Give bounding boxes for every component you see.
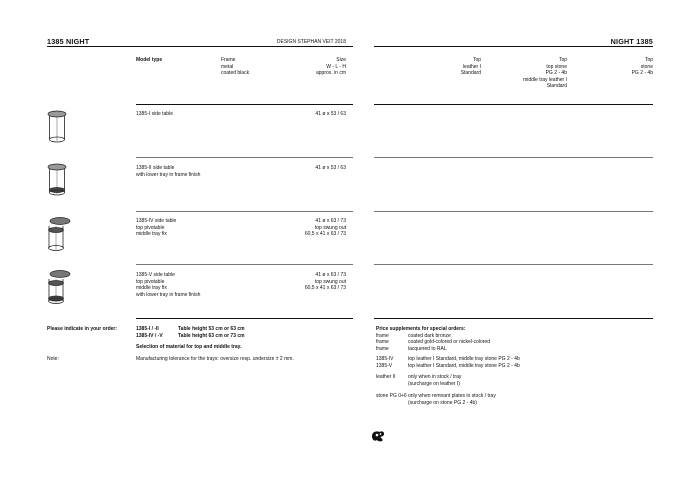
left-page-title: 1385 NIGHT — [47, 37, 90, 46]
side-table-lower-tray-icon — [46, 163, 68, 197]
row-1-description: 1385-I side table — [136, 111, 173, 117]
order-table-heights: Table height 53 cm or 63 cm Table height 63 cm or 73 cm — [178, 326, 245, 339]
row-3-rule-left — [136, 264, 353, 265]
side-table-icon — [46, 110, 68, 144]
row-4-description: 1385-V side table top pivotable middle tray fix with lower tray in frame finish — [136, 272, 201, 298]
row-4-size: 41 ø x 63 / 73 top swung out 60,5 x 41 x 63 / 73 — [304, 272, 346, 292]
row-2-description: 1385-II side table with lower tray in frame finish — [136, 165, 201, 178]
order-material-selection: Selection of material for top and middle tray. — [136, 344, 242, 350]
top-stone-only-header: Top stone PG 2 - 4b — [631, 57, 653, 77]
column-header-rule-right — [374, 104, 653, 105]
price-model-keys: 1385-IV 1385-V — [376, 356, 394, 369]
top-leather-header: Top leather I Standard — [460, 57, 481, 77]
row-3-rule-right — [374, 264, 653, 265]
price-supplements-title: Price supplements for special orders: — [376, 326, 466, 332]
side-table-pivot-icon — [44, 216, 72, 252]
order-model-codes: 1385-I / -II 1385-IV / -V — [136, 326, 163, 339]
frame-header: Frame metal coated black — [221, 57, 250, 77]
row-3-description: 1385-IV side table top pivotable middle tray fix — [136, 218, 177, 238]
row-2-size: 41 ø x 53 / 63 — [315, 165, 346, 171]
row-3-size: 41 ø x 63 / 73 top swung out 60,5 x 41 x 63 / 73 — [304, 218, 346, 238]
row-1-rule-right — [374, 157, 653, 158]
brand-logo-icon — [371, 430, 385, 442]
price-model-values: top leather I Standard, middle tray stone PG 2 - 4b top leather I Standard, middle tray stone PG 2 - 4b — [408, 356, 520, 369]
column-header-rule-left — [136, 104, 353, 105]
header-rule-left — [47, 46, 353, 47]
header-rule-right — [374, 46, 653, 47]
price-stone-value: only when remnant plates in stock / tray (surcharge on stone PG 2 - 4b) — [408, 393, 496, 406]
price-frame-keys: frame frame frame — [376, 332, 389, 352]
row-1-size: 41 ø x 53 / 63 — [315, 111, 346, 117]
right-page-title: NIGHT 1385 — [610, 37, 653, 46]
note-label: Note: — [47, 356, 59, 362]
designer-credit: DESIGN STEPHAN VEIT 2018 — [276, 38, 346, 45]
price-frame-values: coated dark bronze coated gold-colored or nickel-colored lacquered to RAL — [408, 332, 490, 352]
side-table-pivot-lower-tray-icon — [44, 269, 72, 305]
price-stone-key: stone PG 0+6 — [376, 393, 407, 399]
size-header: Size W - L - H approx. in cm — [315, 57, 346, 77]
note-text: Manufacturing tolerance for the trays: oversize resp. undersize ± 2 mm. — [136, 356, 294, 362]
model-type-header: Model type — [136, 57, 163, 63]
table-bottom-rule-left — [136, 318, 353, 319]
price-leather-value: only when in stock / tray (surcharge on leather I) — [408, 374, 462, 387]
price-leather-key: leather II — [376, 374, 396, 380]
row-2-rule-right — [374, 211, 653, 212]
table-bottom-rule-right — [374, 318, 653, 319]
row-1-rule-left — [136, 157, 353, 158]
top-stone-header: Top top stone PG 2 - 4b middle tray leather I Standard — [523, 57, 567, 90]
order-label: Please indicate in your order: — [47, 326, 118, 332]
row-2-rule-left — [136, 211, 353, 212]
